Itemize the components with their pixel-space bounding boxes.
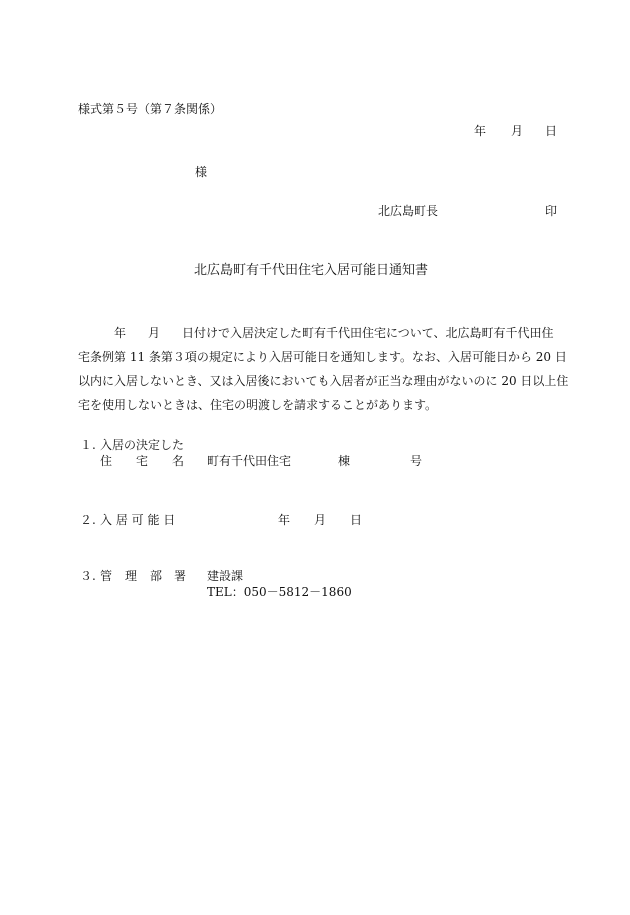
item-3-label-char-2: 理 — [125, 569, 138, 583]
seal-mark: 印 — [545, 204, 558, 218]
date-month-label: 月 — [511, 124, 524, 138]
item-1-value: 町有千代田住宅 — [207, 454, 292, 468]
body-line-1-text: 日付けで入居決定した町有千代田住宅について、北広島町有千代田住 — [182, 326, 554, 340]
item-1-number: １. — [80, 438, 96, 452]
body-month-label: 月 — [148, 326, 161, 340]
item-3-label-char-4: 署 — [174, 569, 187, 583]
item-2-day-label: 日 — [350, 513, 363, 527]
body-line-1 — [78, 321, 560, 345]
document-title: 北広島町有千代田住宅入居可能日通知書 — [194, 263, 429, 278]
item-2-year-label: 年 — [278, 513, 291, 527]
form-number: 様式第５号（第７条関係） — [78, 102, 223, 116]
item-1-label-char-1: 住 — [100, 454, 113, 468]
building-unit-label: 棟 — [338, 454, 351, 468]
department-tel: TEL：050－5812－1860 — [207, 585, 352, 599]
body-line-4: 宅を使用しないときは、住宅の明渡しを請求することがあります。 — [78, 398, 438, 412]
room-unit-label: 号 — [410, 454, 423, 468]
item-3-label-char-3: 部 — [150, 569, 163, 583]
item-3-number: ３. — [80, 569, 96, 583]
item-2-number: ２. — [80, 513, 96, 527]
item-2-label: 入 居 可 能 日 — [100, 513, 176, 527]
department-name: 建設課 — [207, 569, 244, 583]
item-1-label-char-3: 名 — [172, 454, 185, 468]
body-year-label: 年 — [114, 326, 127, 340]
body-paragraph — [78, 321, 569, 417]
item-1-label-char-2: 宅 — [136, 454, 149, 468]
addressee-suffix: 様 — [195, 165, 208, 179]
item-2-month-label: 月 — [314, 513, 327, 527]
sender-name: 北広島町長 — [378, 204, 439, 218]
item-3-label-char-1: 管 — [100, 569, 113, 583]
body-line-3: 以内に入居しないとき、又は入居後においても入居者が正当な理由がないのに 20 日以上住 — [78, 374, 569, 388]
body-line-2: 宅条例第 11 条第３項の規定により入居可能日を通知します。なお、入居可能日から 20 日 — [78, 350, 567, 364]
date-year-label: 年 — [474, 124, 487, 138]
date-day-label: 日 — [545, 124, 558, 138]
item-1-label-line-1: 入居の決定した — [100, 438, 185, 452]
